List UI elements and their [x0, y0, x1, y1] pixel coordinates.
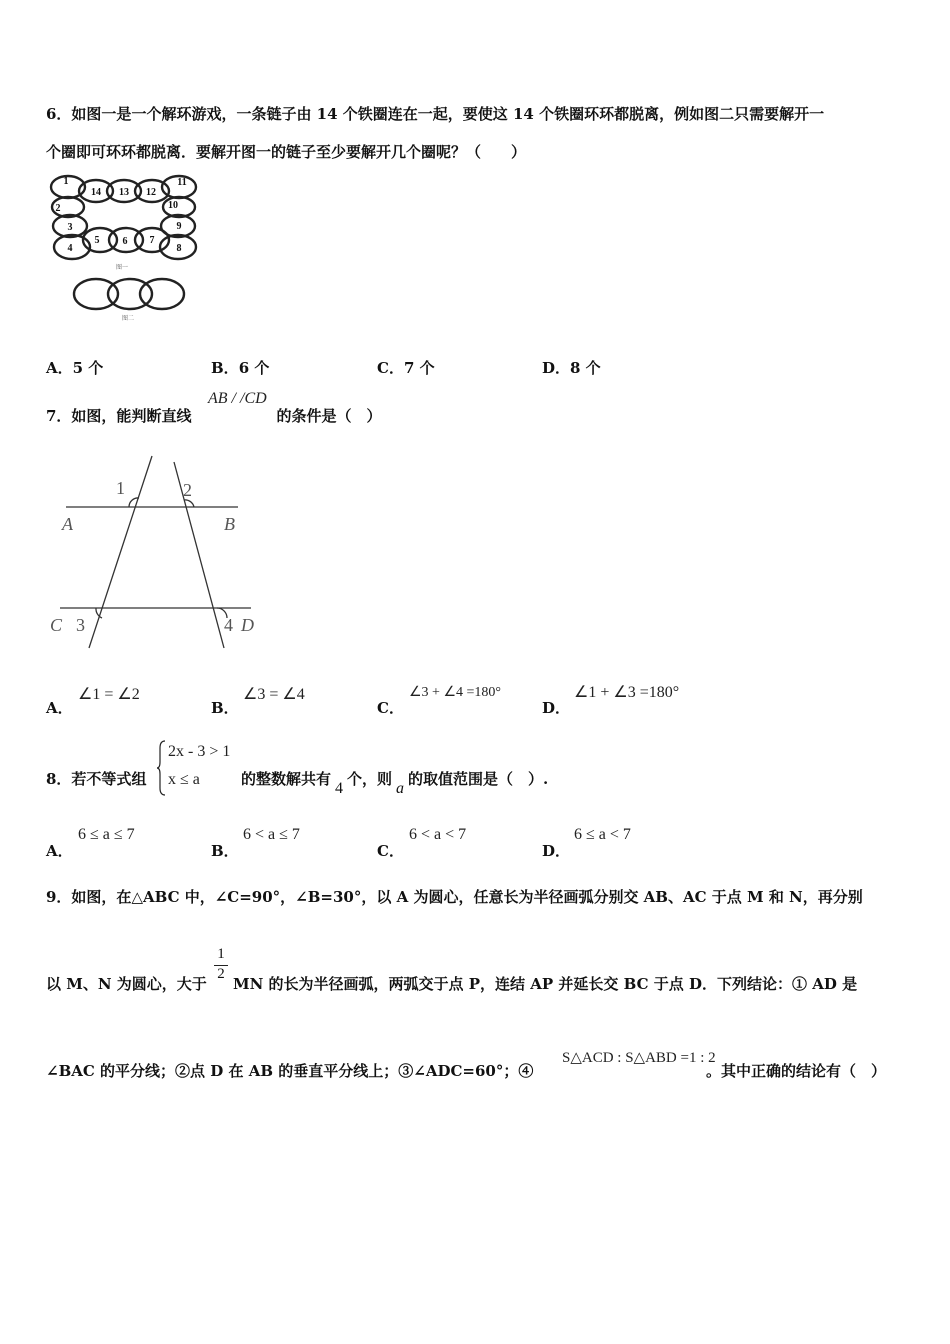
label-3: 3 [76, 615, 85, 635]
ring-label: 2 [55, 203, 61, 214]
q7-option-a-letter[interactable]: A． [46, 699, 73, 717]
label-1: 1 [116, 478, 125, 498]
q8-option-d[interactable]: 6 ≤ a < 7 [574, 826, 631, 843]
q7-option-c-letter[interactable]: C． [377, 699, 404, 717]
q8-option-d-letter[interactable]: D． [542, 842, 571, 860]
q7-stem: 7．如图，能判断直线 的条件是（ ） [46, 407, 382, 425]
q9-line3b: 。其中正确的结论有（ ） [706, 1062, 887, 1080]
q9-line2a: 以 M、N 为圆心，大于 [46, 975, 207, 993]
q9-line1: 9．如图，在△ABC 中，∠C=90°，∠B=30°，以 A 为圆心，任意长为半径画弧分别交 AB、AC 于点 M 和 N，再分别 [46, 888, 863, 906]
fraction-numerator: 1 [217, 946, 225, 962]
q6-line2: 个圈即可环环都脱离．要解开图一的链子至少要解开几个圈呢？（ ） [46, 143, 527, 161]
q8-option-a-letter[interactable]: A． [46, 842, 73, 860]
q6-option-b[interactable]: B．6 个 [211, 359, 270, 377]
q8-brace [156, 740, 166, 796]
q9-area-ratio: S△ACD : S△ABD =1 : 2 [562, 1050, 716, 1066]
q8-inequality-2: x ≤ a [168, 771, 200, 788]
q8-prefix: 8．若不等式组 [46, 770, 147, 788]
q7-figure-parallel-lines [46, 450, 276, 655]
q9-fraction [214, 946, 228, 983]
q8-option-b-letter[interactable]: B． [211, 842, 239, 860]
q6-option-d[interactable]: D．8 个 [542, 359, 601, 377]
q6-line1: 6．如图一是一个解环游戏，一条链子由 14 个铁圈连在一起，要使这 14 个铁圈环环都脱离，例如图二只需要解开一 [46, 105, 825, 123]
ring-label: 8 [176, 243, 182, 254]
ring-label: 6 [122, 236, 128, 247]
ring-label: 9 [176, 221, 182, 232]
q8-inequality-1: 2x - 3 > 1 [168, 743, 231, 760]
label-2: 2 [183, 480, 192, 500]
ring-label: 7 [149, 235, 155, 246]
label-d: D [241, 615, 254, 635]
q6-figure-chain [46, 170, 206, 325]
q7-math-ab-cd: AB / /CD [208, 390, 267, 407]
ring-label: 5 [94, 235, 100, 246]
q7-option-b[interactable]: ∠3 = ∠4 [243, 686, 305, 703]
q9-line3a: ∠BAC 的平分线；②点 D 在 AB 的垂直平分线上；③∠ADC=60°；④ [46, 1062, 534, 1080]
ring-label: 11 [177, 177, 187, 188]
q9-line2b: MN 的长为半径画弧，两弧交于点 P，连结 AP 并延长交 BC 于点 D．下列结论：① AD 是 [233, 975, 858, 993]
q7-option-d-letter[interactable]: D． [542, 699, 571, 717]
ring-label: 1 [63, 176, 69, 187]
label-4: 4 [224, 615, 233, 635]
q8-option-a[interactable]: 6 ≤ a ≤ 7 [78, 826, 135, 843]
ring-label: 3 [67, 222, 73, 233]
q6-option-c[interactable]: C．7 个 [377, 359, 435, 377]
fig1-caption: 图一 [115, 265, 129, 271]
ring-label: 10 [168, 200, 178, 211]
q8-rest: 的整数解共有4个，则a的取值范围是（ ）. [241, 770, 549, 797]
q6-option-a[interactable]: A．5 个 [46, 359, 104, 377]
ring-label: 13 [119, 187, 129, 198]
ring-label: 14 [91, 187, 101, 198]
q8-option-b[interactable]: 6 < a ≤ 7 [243, 826, 300, 843]
q7-option-c[interactable]: ∠3 + ∠4 =180° [409, 685, 501, 700]
ring-label: 4 [67, 243, 73, 254]
ring-label: 12 [146, 187, 156, 198]
label-a: A [62, 514, 73, 534]
q7-option-a[interactable]: ∠1 = ∠2 [78, 686, 140, 703]
fraction-denominator: 2 [214, 965, 228, 983]
label-b: B [224, 514, 235, 534]
q7-option-d[interactable]: ∠1 + ∠3 =180° [574, 684, 680, 701]
q8-option-c[interactable]: 6 < a < 7 [409, 826, 467, 843]
fig2-caption: 图二 [121, 316, 135, 322]
label-c: C [50, 615, 63, 635]
q8-option-c-letter[interactable]: C． [377, 842, 404, 860]
q7-option-b-letter[interactable]: B． [211, 699, 239, 717]
